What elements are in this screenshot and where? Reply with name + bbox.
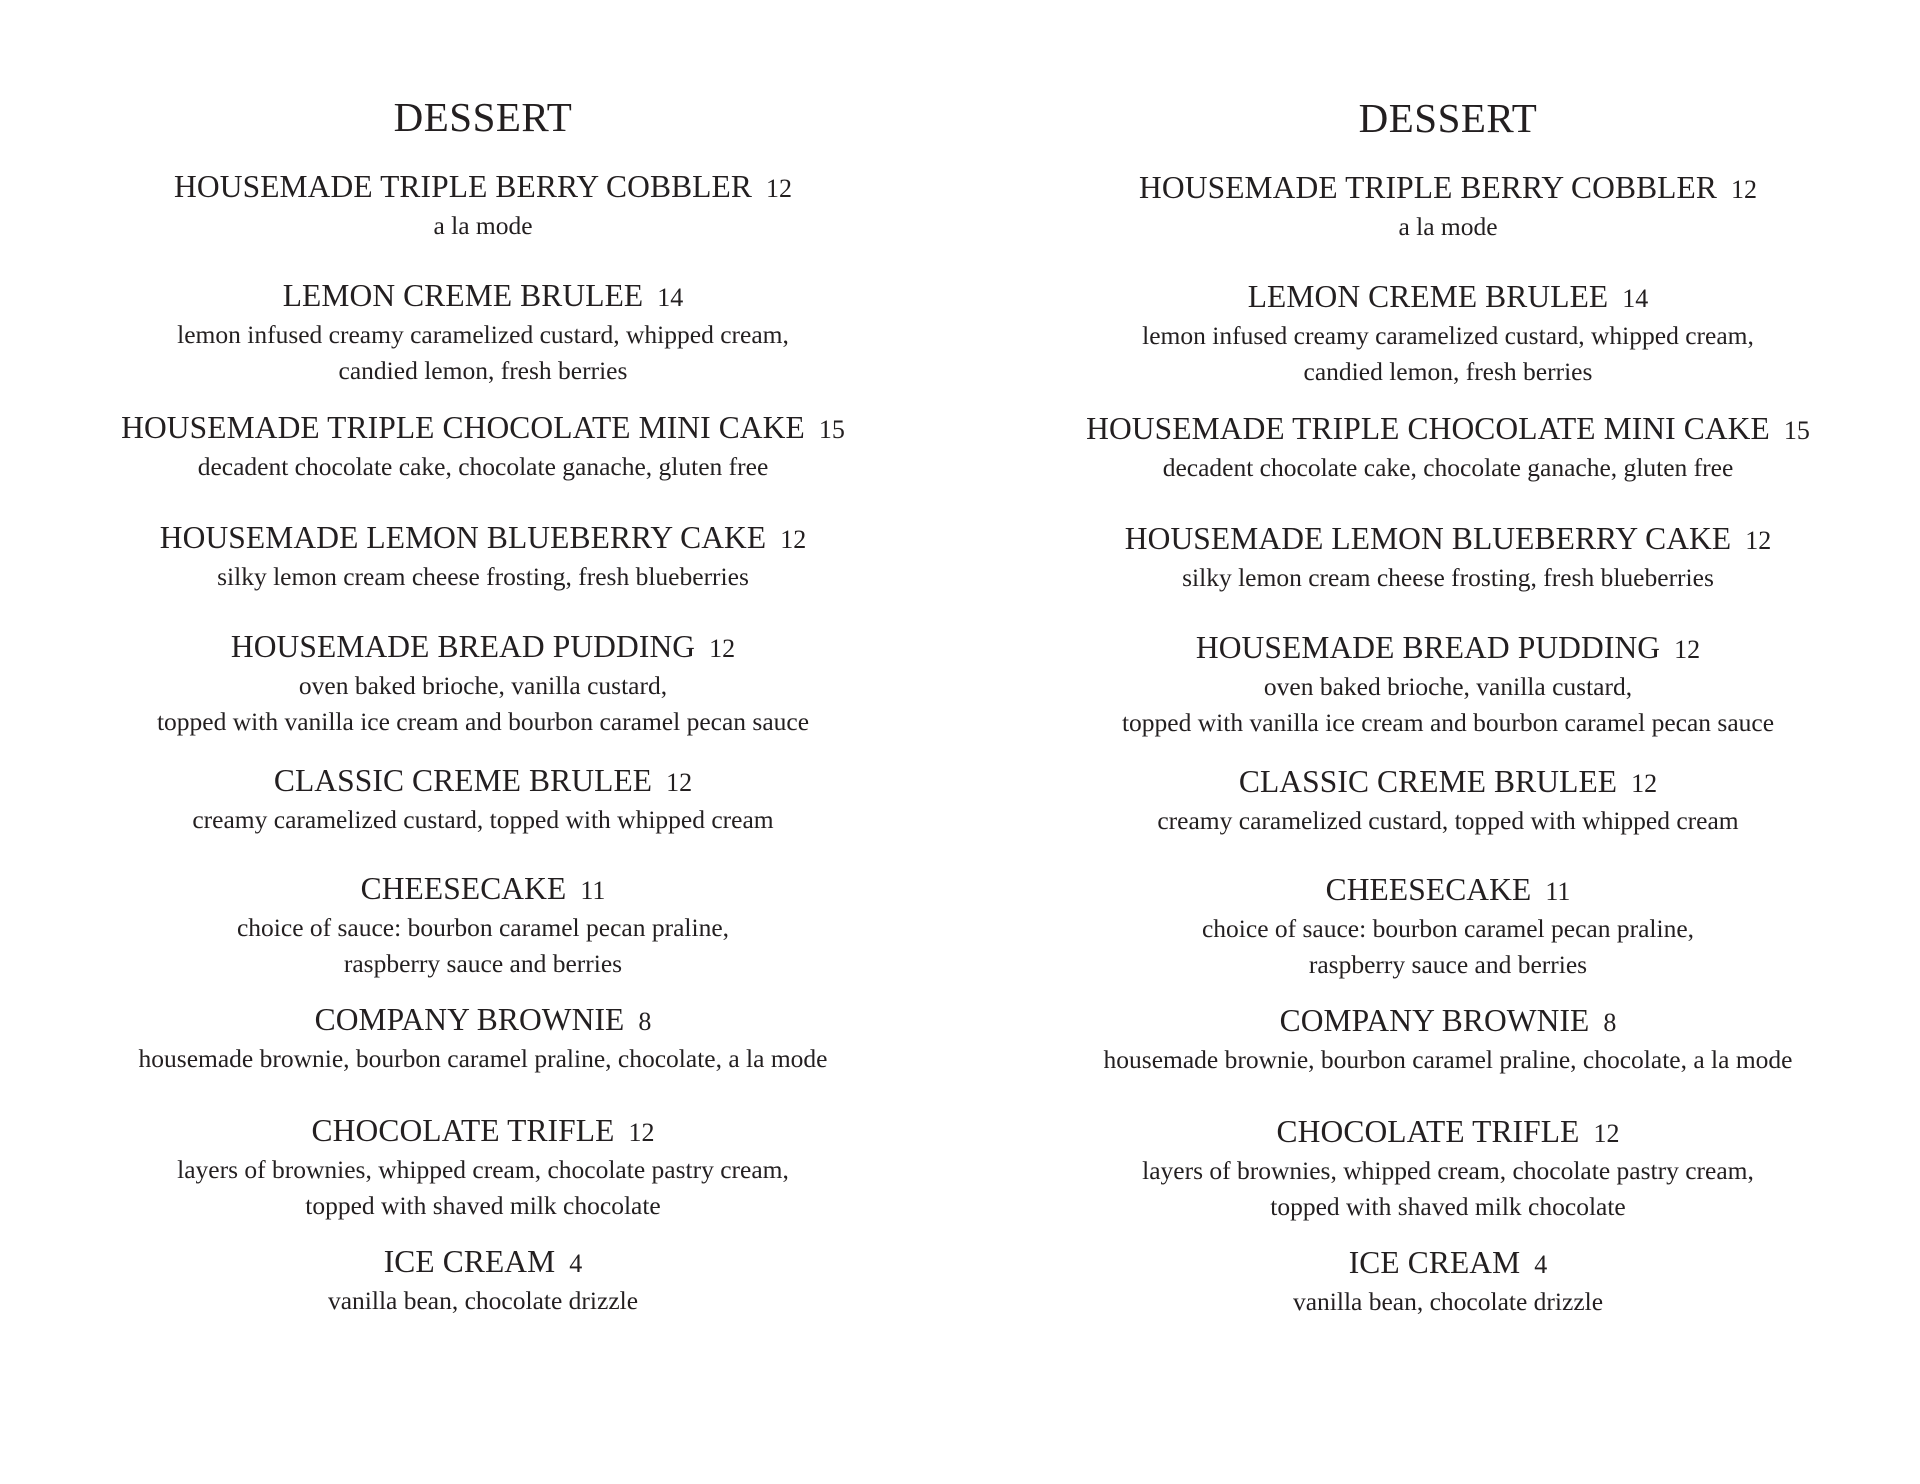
item-description: vanilla bean, chocolate drizzle	[1292, 1287, 1604, 1316]
item-name: CLASSIC CREME BRULEE	[273, 763, 653, 798]
item-name: HOUSEMADE TRIPLE BERRY COBBLER	[174, 169, 752, 204]
item-description: choice of sauce: bourbon caramel pecan praline, raspberry sauce and berries	[236, 913, 730, 978]
item-price: 12	[1730, 175, 1757, 204]
menu-column-left	[3, 0, 963, 1484]
menu-item	[3, 409, 963, 485]
item-name: HOUSEMADE BREAD PUDDING	[1195, 630, 1661, 665]
item-description: a la mode	[1398, 212, 1498, 241]
menu-item	[968, 520, 1920, 596]
item-name: COMPANY BROWNIE	[314, 1002, 625, 1037]
item-name: HOUSEMADE LEMON BLUEBERRY CAKE	[1124, 521, 1732, 556]
item-price: 12	[1745, 526, 1772, 555]
menu-column-right	[968, 0, 1920, 1484]
menu-item	[3, 870, 963, 982]
item-name: COMPANY BROWNIE	[1279, 1003, 1590, 1038]
item-name: HOUSEMADE TRIPLE BERRY COBBLER	[1139, 170, 1717, 205]
menu-item	[968, 1113, 1920, 1225]
item-description: creamy caramelized custard, topped with whipped cream	[1157, 806, 1739, 835]
menu-item	[968, 1244, 1920, 1320]
item-price: 14	[657, 283, 684, 312]
item-name: CHEESECAKE	[1325, 872, 1532, 907]
item-name: LEMON CREME BRULEE	[1247, 279, 1609, 314]
menu-item	[3, 762, 963, 838]
item-price: 4	[1534, 1250, 1548, 1279]
item-name: ICE CREAM	[1348, 1245, 1521, 1280]
item-name: CHOCOLATE TRIFLE	[1276, 1114, 1580, 1149]
menu-item	[3, 1112, 963, 1224]
menu-item	[3, 628, 963, 740]
item-description: a la mode	[433, 211, 533, 240]
menu-item	[968, 410, 1920, 486]
menu-item	[968, 871, 1920, 983]
item-description: silky lemon cream cheese frosting, fresh blueberries	[217, 562, 749, 591]
item-description: lemon infused creamy caramelized custard, whipped cream, candied lemon, fresh berries	[1142, 321, 1754, 386]
item-description: vanilla bean, chocolate drizzle	[327, 1286, 639, 1315]
item-price: 11	[580, 876, 606, 905]
item-price: 11	[1545, 877, 1571, 906]
item-description: oven baked brioche, vanilla custard, topped with vanilla ice cream and bourbon caramel pecan sauce	[1121, 672, 1775, 737]
item-price: 12	[1674, 635, 1701, 664]
item-price: 15	[1783, 416, 1810, 445]
item-description: decadent chocolate cake, chocolate ganache, gluten free	[197, 452, 769, 481]
item-price: 12	[780, 525, 807, 554]
item-price: 8	[638, 1007, 652, 1036]
item-name: HOUSEMADE LEMON BLUEBERRY CAKE	[159, 520, 767, 555]
item-name: HOUSEMADE TRIPLE CHOCOLATE MINI CAKE	[121, 410, 805, 445]
item-description: silky lemon cream cheese frosting, fresh blueberries	[1182, 563, 1714, 592]
item-name: CHEESECAKE	[360, 871, 567, 906]
item-description: creamy caramelized custard, topped with whipped cream	[192, 805, 774, 834]
menu-item	[968, 629, 1920, 741]
item-price: 8	[1603, 1008, 1617, 1037]
item-price: 15	[818, 415, 845, 444]
menu-item	[3, 1001, 963, 1077]
item-price: 14	[1622, 284, 1649, 313]
menu-title: DESSERT	[393, 94, 573, 140]
item-name: HOUSEMADE BREAD PUDDING	[230, 629, 696, 664]
menu-item	[968, 763, 1920, 839]
item-description: layers of brownies, whipped cream, chocolate pastry cream, topped with shaved milk chocolate	[177, 1155, 789, 1220]
item-name: HOUSEMADE TRIPLE CHOCOLATE MINI CAKE	[1086, 411, 1770, 446]
item-price: 4	[569, 1249, 583, 1278]
menu-item	[968, 278, 1920, 390]
item-name: CLASSIC CREME BRULEE	[1238, 764, 1618, 799]
item-price: 12	[1593, 1119, 1620, 1148]
item-price: 12	[1631, 769, 1658, 798]
menu-item	[3, 168, 963, 244]
item-name: ICE CREAM	[383, 1244, 556, 1279]
item-price: 12	[666, 768, 693, 797]
menu-item	[3, 519, 963, 595]
item-description: layers of brownies, whipped cream, chocolate pastry cream, topped with shaved milk chocolate	[1142, 1156, 1754, 1221]
item-description: decadent chocolate cake, chocolate ganache, gluten free	[1162, 453, 1734, 482]
menu-item	[3, 1243, 963, 1319]
item-price: 12	[765, 174, 792, 203]
item-name: LEMON CREME BRULEE	[282, 278, 644, 313]
item-price: 12	[709, 634, 736, 663]
item-name: CHOCOLATE TRIFLE	[311, 1113, 615, 1148]
menu-title: DESSERT	[1358, 95, 1538, 141]
item-description: choice of sauce: bourbon caramel pecan praline, raspberry sauce and berries	[1201, 914, 1695, 979]
item-description: housemade brownie, bourbon caramel praline, chocolate, a la mode	[1103, 1045, 1793, 1074]
item-price: 12	[628, 1118, 655, 1147]
item-description: lemon infused creamy caramelized custard, whipped cream, candied lemon, fresh berries	[177, 320, 789, 385]
item-description: housemade brownie, bourbon caramel praline, chocolate, a la mode	[138, 1044, 828, 1073]
item-description: oven baked brioche, vanilla custard, topped with vanilla ice cream and bourbon caramel pecan sauce	[156, 671, 810, 736]
menu-item	[968, 1002, 1920, 1078]
menu-item	[3, 277, 963, 389]
menu-item	[968, 169, 1920, 245]
